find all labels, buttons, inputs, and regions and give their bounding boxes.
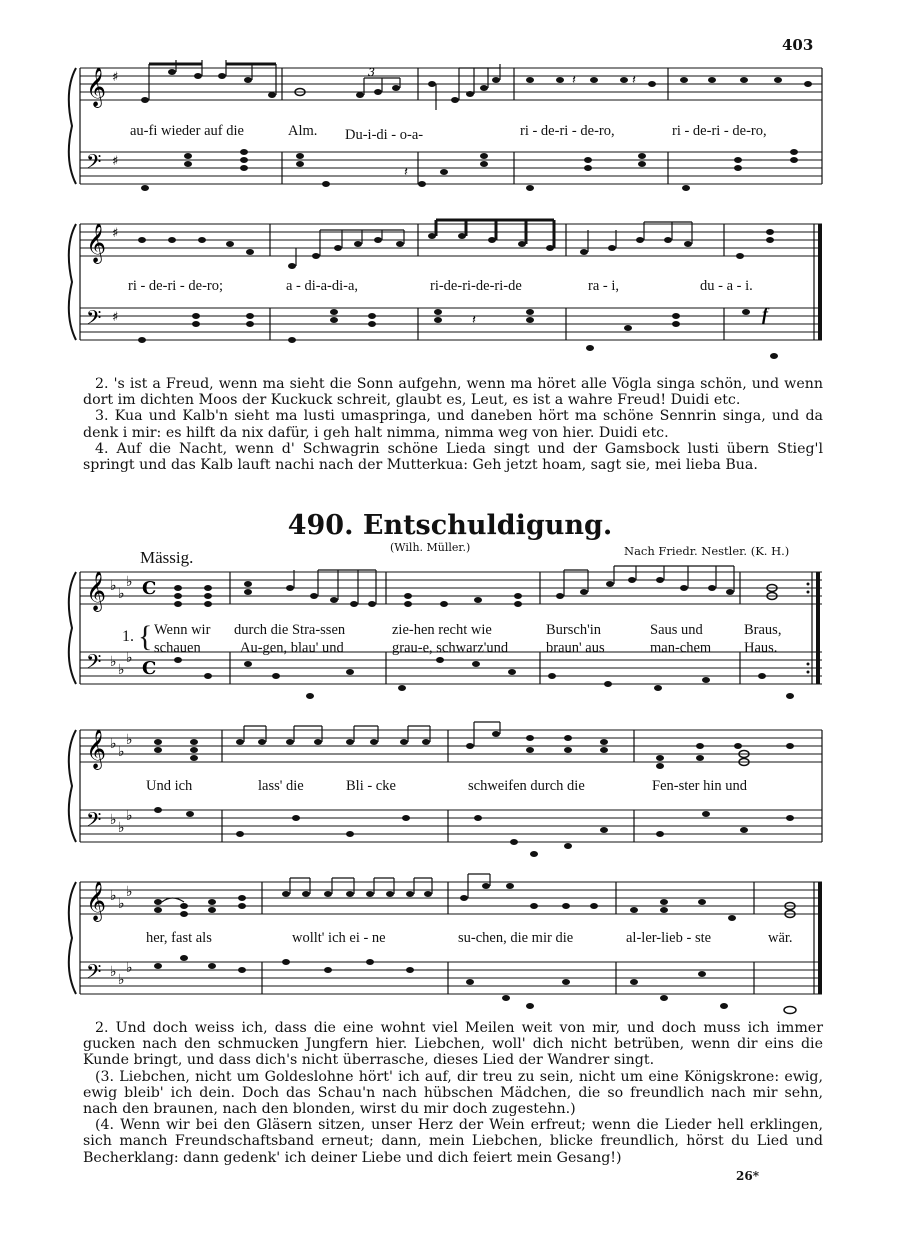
lyric: Wenn wir [154,622,211,638]
svg-text:𝄢: 𝄢 [86,150,102,178]
svg-text:♭: ♭ [110,736,117,752]
svg-text:♭: ♭ [110,964,117,980]
lyric: al-ler-lieb - ste [626,930,712,946]
lyric: Du-i-di - o-a- [345,127,424,143]
svg-text:𝄞: 𝄞 [86,571,107,611]
lyric: schauen [154,640,201,656]
lyric: ri - de-ri - de-ro; [128,278,224,294]
tempo-marking: Mässig. [140,548,194,567]
svg-text:♭: ♭ [126,732,133,748]
song1-lyrics-row2 [0,278,900,302]
verse-number: 1. [122,628,134,645]
lyric: schweifen durch die [468,778,585,794]
svg-text:𝄽: 𝄽 [472,313,476,328]
svg-text:♭: ♭ [126,808,133,824]
lyric: du - a - i. [700,278,753,294]
svg-text:♭: ♭ [110,888,117,904]
lyric: Alm. [288,123,318,139]
song2-lyrics-row3 [0,930,900,954]
lyric: durch die Stra-ssen [234,622,346,638]
svg-text:♭: ♭ [118,820,125,836]
svg-text:♯: ♯ [112,70,119,85]
lyric: su-chen, die mir die [458,930,574,946]
song-title: 490. Entschuldigung. [287,510,613,541]
song2-lyrics-row2 [0,778,900,802]
svg-text:♭: ♭ [126,574,133,590]
song2-lyrics-row1b [0,640,900,664]
lyric: Saus und [650,622,703,638]
verse-text: 3. Kua und Kalb'n sieht ma lusti umaspringa, und daneben hört ma schöne Sennrin singa, und da denk i mir: es hilft da nix dafür, i geh halt nimma, nimma weg von hier. Duidi etc. [83,408,823,441]
lyric: Bli - cke [346,778,396,794]
svg-text:𝄽: 𝄽 [632,73,636,88]
svg-text:C: C [142,658,157,679]
song2-lyrics-row1: 1. { Wenn wir durch die Stra-ssen zie-hen recht wie Bursch'in Saus und Braus, [122,620,782,653]
svg-text:𝄢: 𝄢 [86,650,102,678]
svg-text:♭: ♭ [110,654,117,670]
song2-verses [83,1020,823,1166]
lyric: grau-e, schwarz'und [392,640,509,656]
svg-text:3: 3 [368,66,375,79]
svg-text:♭: ♭ [126,960,133,976]
lyric: ri - de-ri - de-ro, [672,123,767,139]
lyric: ri - de-ri - de-ro, [520,123,615,139]
svg-text:♭: ♭ [118,662,125,678]
lyric: ri-de-ri-de-ri-de [430,278,522,294]
svg-text:♯: ♯ [112,154,119,169]
lyric: her, fast als [146,930,212,946]
lyric: lass' die [258,778,304,794]
verse-text: 2. 's ist a Freud, wenn ma sieht die Sonn aufgehn, wenn ma höret alle Vögla singa schön, und wenn dort im dichten Moos der Kuckuck schreit, glaubt es, Leut, es ist a wahre Freud! Duidi etc. [83,376,823,409]
lyric: wär. [768,930,793,946]
svg-text:𝄽: 𝄽 [572,73,576,88]
lyric: ra - i, [588,278,619,294]
svg-text:♭: ♭ [126,650,133,666]
lyric: man-chem [650,640,712,656]
verse-text: (3. Liebchen, nicht um Goldeslohne hört' ich auf, dir treu zu sein, nicht um eine Königskrone: ewig, ewig bleib' ich dein. Doch das Schau'n nach hübschen Mädchen, die so freundlich nach mir sehn, nach den braunen, nach den blonden, wirst du mir doch zugestehn.) [83,1068,823,1118]
lyric: wollt' ich ei - ne [292,930,386,946]
svg-text:𝄢: 𝄢 [86,306,102,334]
svg-text:♯: ♯ [112,310,119,325]
lyric: Bursch'in [546,622,601,638]
lyric: Haus. [744,640,778,656]
svg-text:𝄢: 𝄢 [86,808,102,836]
song1-lyrics-row1 [0,123,900,147]
svg-text:𝄽: 𝄽 [404,165,408,180]
lyric: a - di-a-di-a, [286,278,359,294]
svg-text:♭: ♭ [118,744,125,760]
lyric: Braus, [744,622,782,638]
svg-text:𝄞: 𝄞 [86,881,107,921]
lyric: au-fi wieder auf die [130,123,244,139]
composer-credit: Nach Friedr. Nestler. (K. H.) [624,544,790,558]
verse-text: 4. Auf die Nacht, wenn d' Schwagrin schöne Lieda singt und der Gamsbock lusti übern Stieg'l springt und das Kalb lauft nachi nach der Mutterkua: Geh jetzt hoam, sagt sie, mei lieba Bua. [83,440,823,474]
verse-text: 2. Und doch weiss ich, dass die eine wohnt viel Meilen weit von mir, und doch muss ich immer gucken nach den schmucken Jungfern hier. Liebchen, woll' dich nicht betrüben, wenn dir eins die Kunde bringt, und dass dich's nicht überrasche, dieses Lied der Wandrer singt. [83,1020,823,1069]
lyric: Fen-ster hin und [652,778,748,794]
poet-credit: (Wilh. Müller.) [390,541,471,554]
svg-text:♭: ♭ [118,586,125,602]
svg-text:♯: ♯ [112,226,119,241]
footer-mark: 26* [736,1169,759,1183]
svg-text:𝄞: 𝄞 [86,223,107,263]
svg-text:♭: ♭ [126,884,133,900]
svg-text:𝄞: 𝄞 [86,729,107,769]
svg-text:♭: ♭ [118,972,125,988]
svg-text:𝄞: 𝄞 [86,67,107,107]
svg-text:♭: ♭ [110,812,117,828]
lyric: zie-hen recht wie [392,622,492,638]
lyric: braun' aus [546,640,605,656]
page-number: 403 [782,36,814,54]
lyric: Und ich [146,778,193,794]
lyric: Au-gen, blau' und [240,640,344,656]
svg-text:C: C [142,578,157,599]
dynamic-marking: f [762,304,768,324]
svg-text:♭: ♭ [118,896,125,912]
song1-verses [83,376,823,473]
svg-text:♭: ♭ [110,578,117,594]
verse-text: (4. Wenn wir bei den Gläsern sitzen, unser Herz der Wein erfreut; wenn die Lieder hell erklingen, sich manch Freundschaftsband erneut; dann, mein Liebchen, blicke freundlich, hörst du Lied und Becherklang: dann gedenk' ich deiner Liebe und dich feiert mein Gesang!) [83,1117,823,1166]
svg-text:𝄢: 𝄢 [86,960,102,988]
